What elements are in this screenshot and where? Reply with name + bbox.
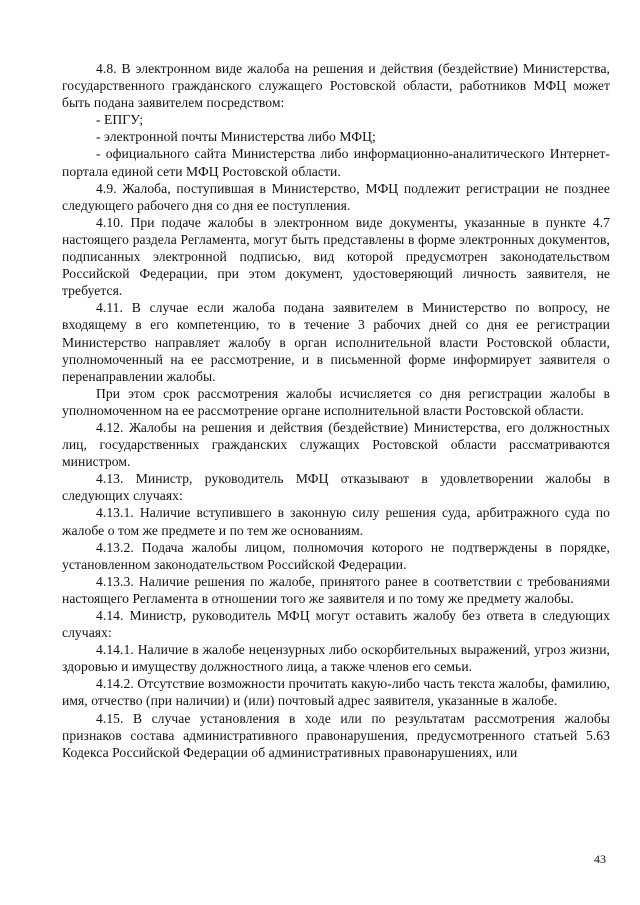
paragraph-4-12: 4.12. Жалобы на решения и действия (бездействие) Министерства, его должностных лиц, государственных гражданских служащих Ростовской области рассматриваются министром.	[62, 419, 610, 470]
list-item-email: - электронной почты Министерства либо МФЦ;	[96, 129, 376, 145]
document-body	[62, 60, 610, 761]
paragraph-4-14-2: 4.14.2. Отсутствие возможности прочитать какую-либо часть текста жалобы, фамилию, имя, отчество (при наличии) и (или) почтовый адрес заявителя, указанные в жалобе.	[62, 676, 610, 709]
paragraph-4-8: 4.8. В электронном виде жалоба на решения и действия (бездействие) Министерства, государственного гражданского служащего Ростовской области, работников МФЦ может быть подана заявителем посредством:	[62, 61, 610, 111]
paragraph-4-15: 4.15. В случае установления в ходе или по результатам рассмотрения жалобы признаков состава административного правонарушения, предусмотренного статьей 5.63 Кодекса Российской Федерации об административных правонарушениях, или	[62, 710, 610, 760]
page-number: 43	[594, 852, 606, 866]
list-item-website: - официального сайта Министерства либо информационно-аналитического Интернет-портала единой сети МФЦ Ростовской области.	[62, 146, 610, 179]
paragraph-4-14: 4.14. Министр, руководитель МФЦ могут оставить жалобу без ответа в следующих случаях:	[62, 608, 610, 641]
paragraph-4-14-1: 4.14.1. Наличие в жалобе нецензурных либо оскорбительных выражений, угроз жизни, здоровью и имуществу должностного лица, а также членов его семьи.	[62, 642, 610, 675]
paragraph-4-10: 4.10. При подаче жалобы в электронном виде документы, указанные в пункте 4.7 настоящего раздела Регламента, могут быть представлены в форме электронных документов, подписанных электронной подписью, вид которой предусмотрен законодательством Российской Федерации, при этом документ, удостоверяющий личность заявителя, не требуется.	[62, 214, 610, 299]
paragraph-4-13-2: 4.13.2. Подача жалобы лицом, полномочия которого не подтверждены в порядке, установленном законодательством Российской Федерации.	[62, 539, 610, 572]
paragraph-4-13-1: 4.13.1. Наличие вступившего в законную силу решения суда, арбитражного суда по жалобе о том же предмете и по тем же основаниям.	[62, 505, 610, 538]
paragraph-4-9: 4.9. Жалоба, поступившая в Министерство, МФЦ подлежит регистрации не позднее следующего рабочего дня со дня ее поступления.	[62, 180, 610, 213]
list-item-epgu: - ЕПГУ;	[96, 112, 144, 128]
paragraph-4-13-3: 4.13.3. Наличие решения по жалобе, принятого ранее в соответствии с требованиями настоящего Регламента в отношении того же заявителя и по тому же предмету жалобы.	[62, 573, 610, 606]
paragraph-4-13: 4.13. Министр, руководитель МФЦ отказывают в удовлетворении жалобы в следующих случаях:	[62, 471, 610, 504]
paragraph-4-11: 4.11. В случае если жалоба подана заявителем в Министерство по вопросу, не входящему в его компетенцию, то в течение 3 рабочих дней со дня ее регистрации Министерство направляет жалобу в орган исполнительной власти Ростовской области, уполномоченный на ее рассмотрение, и в письменной форме информирует заявителя о перенаправлении жалобы.	[62, 300, 610, 384]
paragraph-4-11-term: При этом срок рассмотрения жалобы исчисляется со дня регистрации жалобы в уполномоченном на ее рассмотрение органе исполнительной власти Ростовской области.	[62, 385, 610, 418]
